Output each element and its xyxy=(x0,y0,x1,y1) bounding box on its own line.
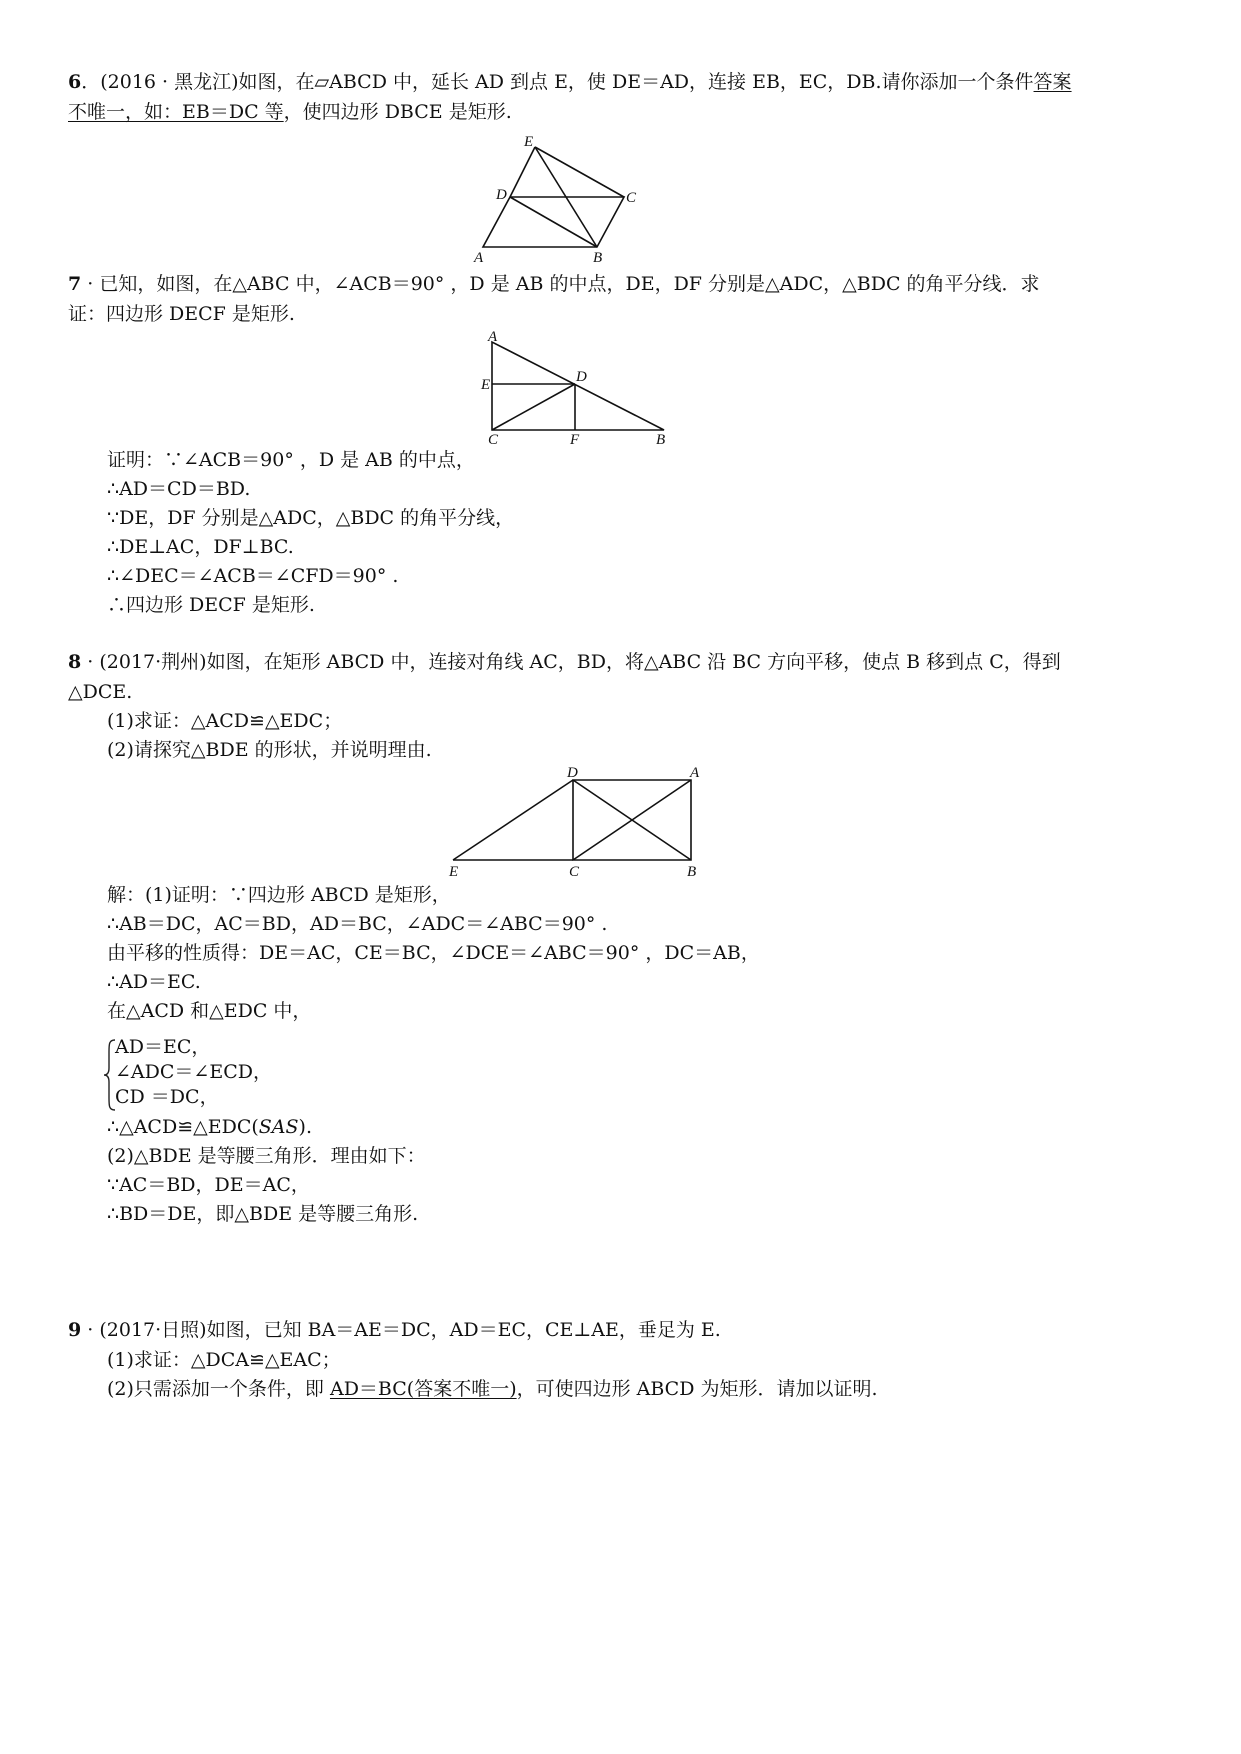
q8-sol-line: ∴AB＝DC，AC＝BD，AD＝BC，∠ADC＝∠ABC＝90° . xyxy=(107,913,608,935)
q7-proof-line: 证明：∵∠ACB＝90° ，D 是 AB 的中点， xyxy=(107,449,475,471)
q7-text: · 已知，如图，在△ABC 中，∠ACB＝90° ，D 是 AB 的中点，DE，DF 分别是△ADC，△BDC 的角平分线．求 xyxy=(81,273,1040,295)
q6-line1 xyxy=(68,68,1072,96)
q7-triangle-abc xyxy=(492,342,664,430)
q8-sub1: (1)求证：△ACD≌△EDC； xyxy=(107,710,343,732)
q8-sol-line: 解：(1)证明：∵四边形 ABCD 是矩形， xyxy=(107,884,451,906)
q8-sol-line: 由平移的性质得：DE＝AC，CE＝BC，∠DCE＝∠ABC＝90° ，DC＝AB， xyxy=(107,942,760,964)
q8-system-line: AD＝EC， xyxy=(115,1036,211,1058)
q7-number: 7 xyxy=(68,273,82,295)
q6-number: 6 xyxy=(68,71,82,93)
q8-system-line: ∠ADC＝∠ECD， xyxy=(115,1061,272,1083)
q9-number: 9 xyxy=(68,1319,82,1341)
q6-segment-ec xyxy=(535,147,624,197)
q9-sub2-post: ，可使四边形 ABCD 为矩形．请加以证明. xyxy=(516,1378,878,1400)
q8-label-a: A xyxy=(690,765,700,781)
q8-sol-line: ∴AD＝EC. xyxy=(107,971,201,993)
q6-label-d: D xyxy=(496,187,507,203)
q7-line1 xyxy=(68,270,1040,298)
q8-line1 xyxy=(68,648,1061,676)
q9-line1 xyxy=(68,1316,721,1344)
q6-label-b: B xyxy=(593,250,603,265)
q9-answer: AD＝BC(答案不唯一) xyxy=(329,1378,517,1400)
q6-line2 xyxy=(68,98,512,126)
q6-label-e: E xyxy=(524,134,534,150)
q9-text: · (2017·日照)如图，已知 BA＝AE＝DC，AD＝EC，CE⊥AE，垂足为 E. xyxy=(81,1319,721,1341)
q8-concl-post: ). xyxy=(298,1116,312,1138)
q8-label-d: D xyxy=(567,765,578,781)
q8-concl-sas: SAS xyxy=(258,1116,299,1138)
q8-label-e: E xyxy=(449,864,459,880)
q8-part2-line: ∵AC＝BD，DE＝AC， xyxy=(107,1174,310,1196)
q9-sub2 xyxy=(107,1375,878,1403)
q7-label-f: F xyxy=(570,432,580,448)
q7-segment-cd xyxy=(492,384,575,430)
q9-sub2-pre: (2)只需添加一个条件，即 xyxy=(107,1378,330,1400)
q6-answer-part2: 不唯一，如：EB＝DC 等 xyxy=(68,101,284,123)
q7-text-2: 证：四边形 DECF 是矩形. xyxy=(68,303,295,325)
q7-proof-line: ∴DE⊥AC，DF⊥BC. xyxy=(107,536,294,558)
q7-proof-line: ∴四边形 DECF 是矩形. xyxy=(107,594,315,616)
q7-label-d: D xyxy=(576,369,587,385)
q8-part2-line: ∴BD＝DE，即△BDE 是等腰三角形. xyxy=(107,1203,419,1225)
q6-segment-de xyxy=(510,147,535,197)
q8-line2: △DCE. xyxy=(68,681,133,703)
q7-proof-line: ∵DE，DF 分别是△ADC，△BDC 的角平分线， xyxy=(107,507,515,529)
q8-text: · (2017·荆州)如图，在矩形 ABCD 中，连接对角线 AC，BD，将△ABC 沿 BC 方向平移，使点 B 移到点 C，得到 xyxy=(81,651,1061,673)
q7-label-a: A xyxy=(488,329,498,345)
q6-label-c: C xyxy=(626,190,637,206)
q6-segment-db xyxy=(510,197,597,247)
q8-system-line: CD ＝DC， xyxy=(115,1086,219,1108)
q8-figure xyxy=(440,762,710,880)
q8-number: 8 xyxy=(68,651,82,673)
q7-proof-line: ∴∠DEC＝∠ACB＝∠CFD＝90° . xyxy=(107,565,399,587)
q6-figure xyxy=(470,130,660,265)
q6-text: ．(2016 · 黑龙江)如图，在▱ABCD 中，延长 AD 到点 E，使 DE＝AD，连接 EB，EC，DB.请你添加一个条件 xyxy=(81,71,1034,93)
q8-concl-pre: ∴△ACD≌△EDC( xyxy=(107,1116,259,1138)
q8-part2-line: (2)△BDE 是等腰三角形．理由如下： xyxy=(107,1145,426,1167)
q9-sub1: (1)求证：△DCA≌△EAC； xyxy=(107,1349,341,1371)
q7-line2 xyxy=(68,300,295,328)
q7-label-b: B xyxy=(656,432,666,448)
q6-label-a: A xyxy=(474,250,484,265)
q7-proof-line: ∴AD＝CD＝BD. xyxy=(107,478,251,500)
q8-label-c: C xyxy=(569,864,580,880)
q7-label-e: E xyxy=(481,377,491,393)
q7-figure xyxy=(478,328,673,448)
q8-sol-line: 在△ACD 和△EDC 中， xyxy=(107,1000,312,1022)
q8-segment-ed xyxy=(453,780,573,860)
q8-sub2: (2)请探究△BDE 的形状，并说明理由. xyxy=(107,739,432,761)
q7-label-c: C xyxy=(488,432,499,448)
q6-text-rest: ，使四边形 DBCE 是矩形. xyxy=(283,101,512,123)
q8-label-b: B xyxy=(687,864,697,880)
q6-answer-part1: 答案 xyxy=(1033,71,1072,93)
q8-conclusion xyxy=(107,1113,312,1141)
